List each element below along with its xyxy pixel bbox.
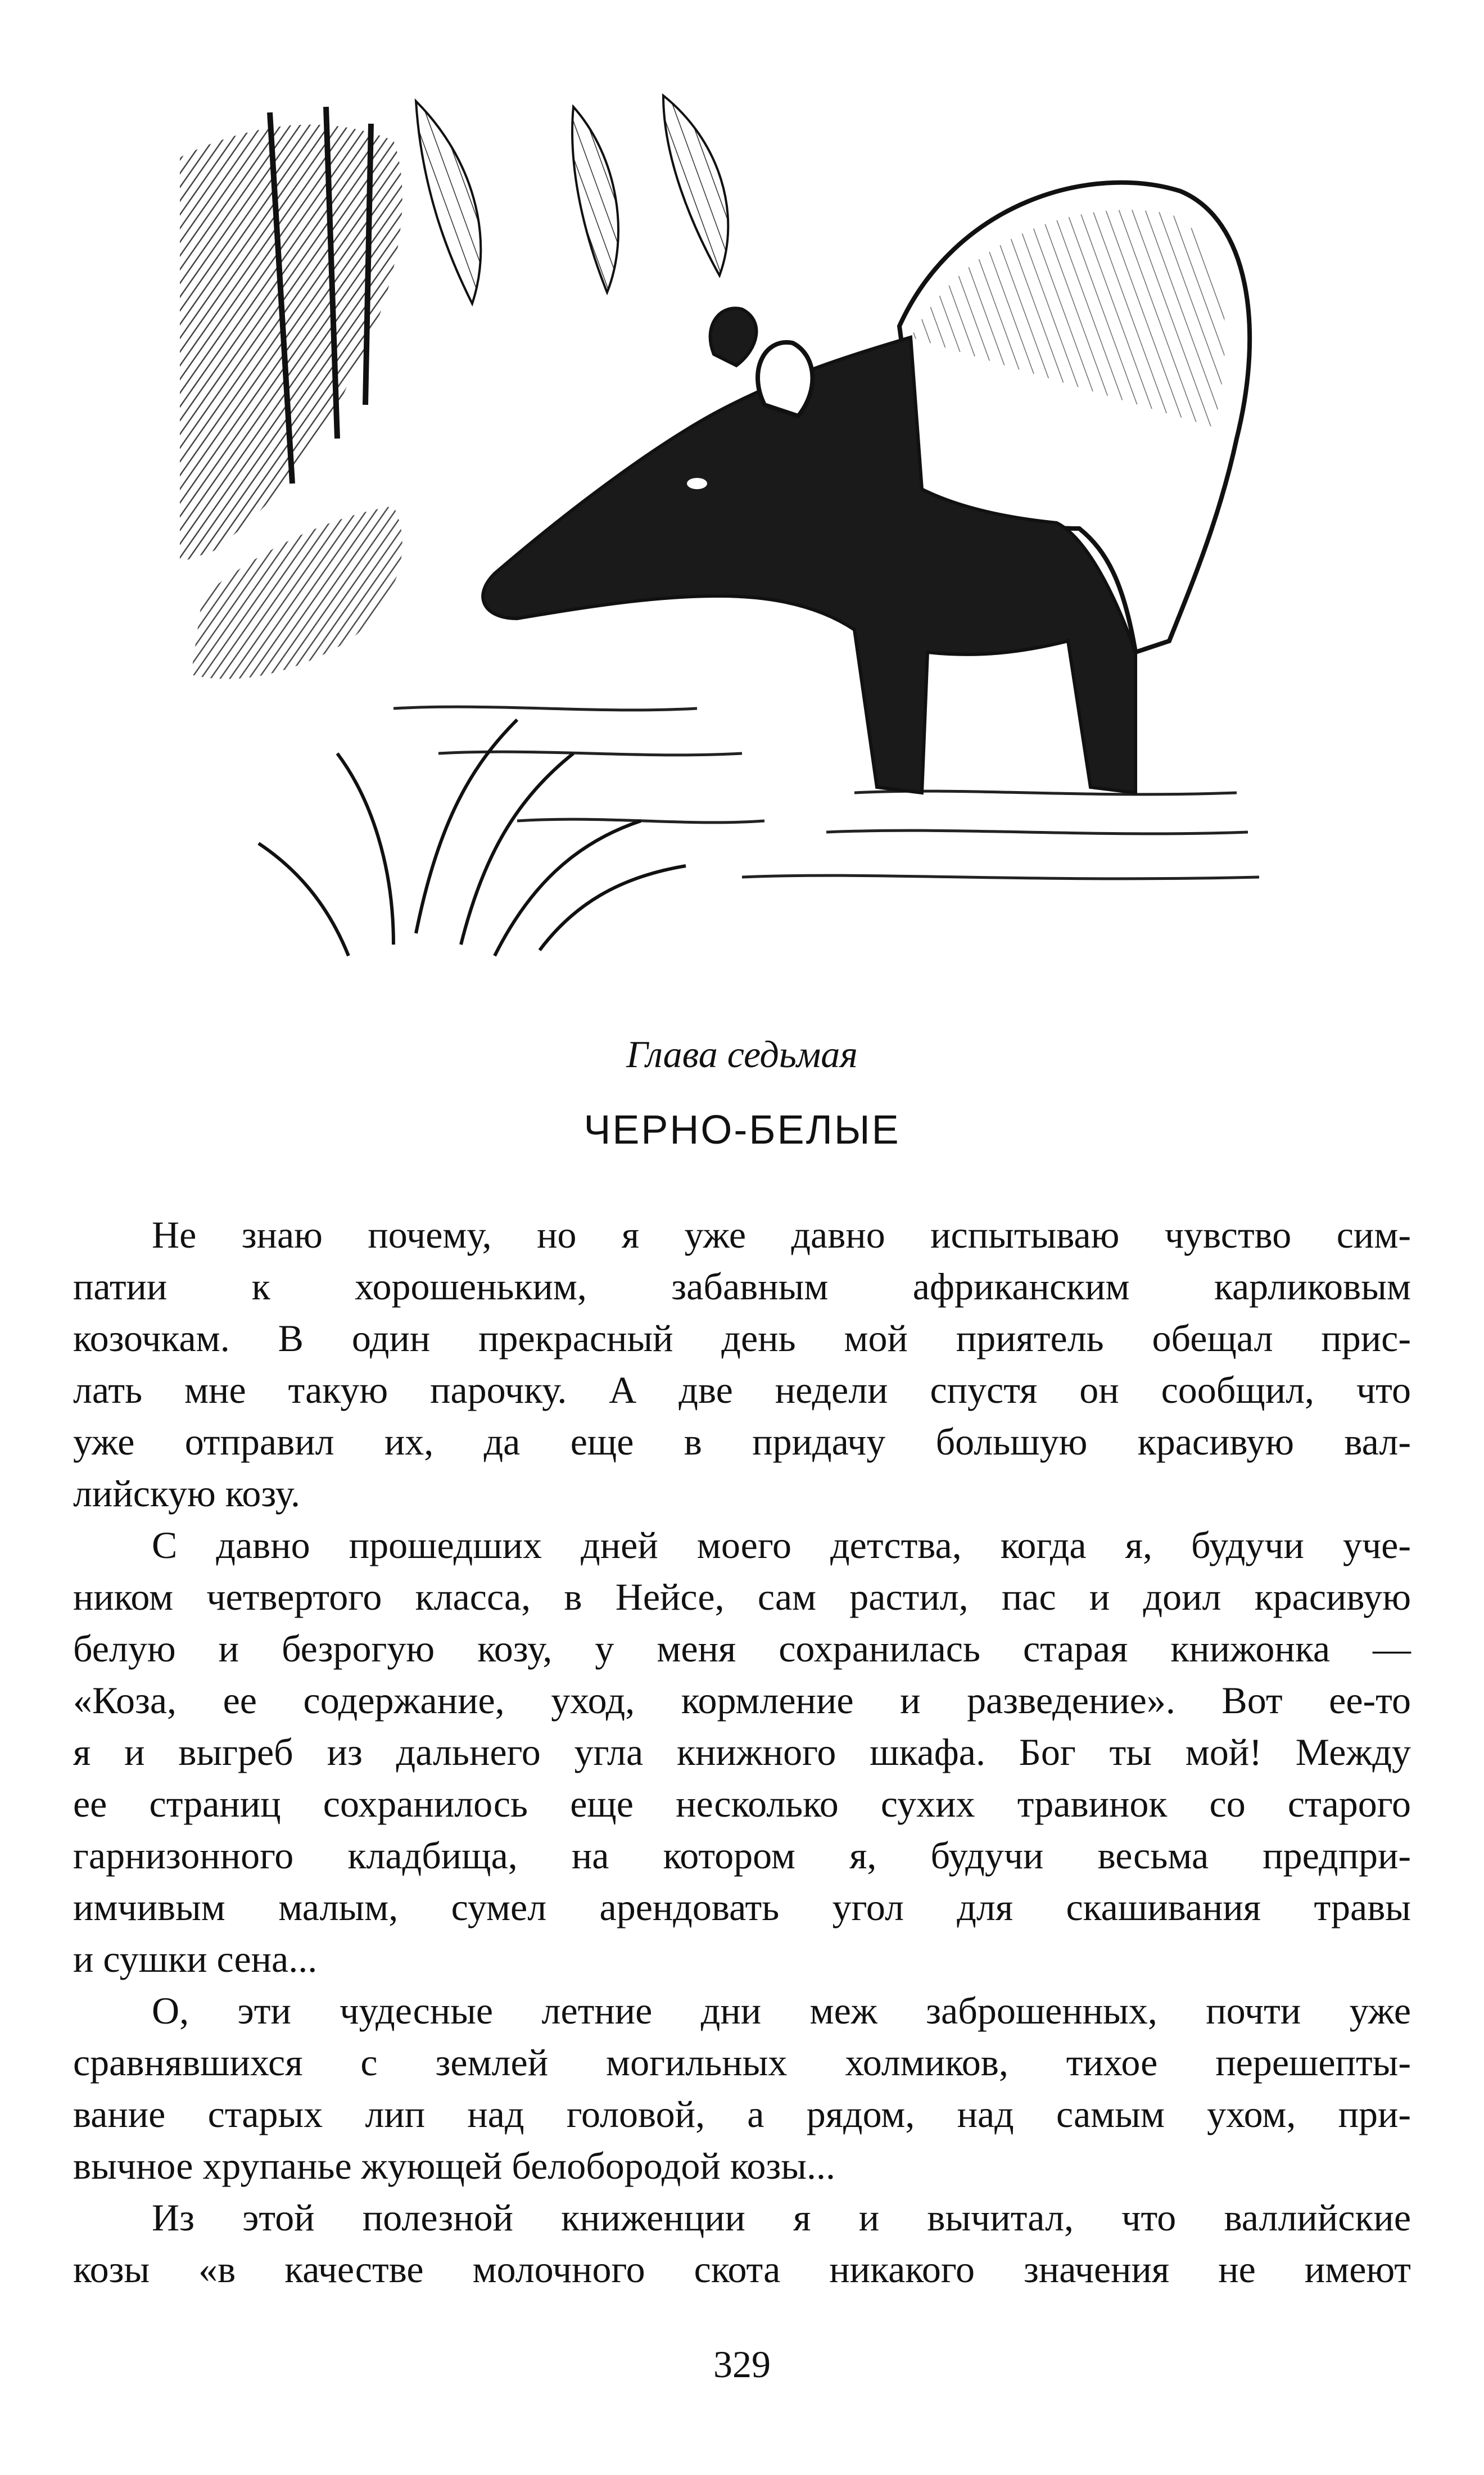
text-line: Из этой полезной книженции я и вычитал, что валлийские	[152, 2196, 1411, 2239]
text-line: ее страниц сохранилось еще несколько сухих травинок со старого	[73, 1782, 1411, 1825]
text-line: козы «в качестве молочного скота никакого значения не имеют	[73, 2248, 1411, 2291]
text-line: вычное хрупанье жующей белобородой козы...	[73, 2144, 835, 2187]
text-line: лийскую козу.	[73, 1472, 300, 1515]
text-line: и сушки сена...	[73, 1937, 318, 1980]
chapter-title: ЧЕРНО-БЕЛЫЕ	[583, 1108, 901, 1153]
chapter-label: Глава седьмая	[626, 1033, 858, 1076]
text-line: сравнявшихся с землей могильных холмиков, тихое перешепты-	[73, 2041, 1411, 2084]
body-text	[73, 1209, 1411, 2295]
text-line: Не знаю почему, но я уже давно испытываю чувство сим-	[152, 1213, 1411, 1256]
text-line: ником четвертого класса, в Нейсе, сам растил, пас и доил красивую	[73, 1575, 1411, 1618]
text-line: белую и безрогую козу, у меня сохранилась старая книжонка —	[73, 1627, 1411, 1670]
text-line: С давно прошедших дней моего детства, когда я, будучи уче-	[152, 1524, 1411, 1566]
text-line: гарнизонного кладбища, на котором я, будучи весьма предпри-	[73, 1834, 1411, 1877]
page-number: 329	[713, 2343, 771, 2386]
text-line: имчивым малым, сумел арендовать угол для скашивания травы	[73, 1886, 1411, 1928]
text-line: козочкам. В один прекрасный день мой приятель обещал прис-	[73, 1317, 1411, 1360]
tapir-illustration	[180, 90, 1304, 967]
text-line: патии к хорошеньким, забавным африканским карликовым	[73, 1265, 1411, 1308]
text-line: О, эти чудесные летние дни меж заброшенных, почти уже	[152, 1989, 1411, 2032]
text-line: вание старых лип над головой, а рядом, над самым ухом, при-	[73, 2093, 1411, 2135]
text-line: «Коза, ее содержание, уход, кормление и разведение». Вот ее-то	[73, 1679, 1411, 1722]
text-line: я и выгреб из дальнего угла книжного шкафа. Бог ты мой! Между	[73, 1731, 1411, 1773]
tapir-drawing	[180, 90, 1304, 967]
text-line: уже отправил их, да еще в придачу большую красивую вал-	[73, 1420, 1411, 1463]
text-line: лать мне такую парочку. А две недели спустя он сообщил, что	[73, 1369, 1411, 1411]
